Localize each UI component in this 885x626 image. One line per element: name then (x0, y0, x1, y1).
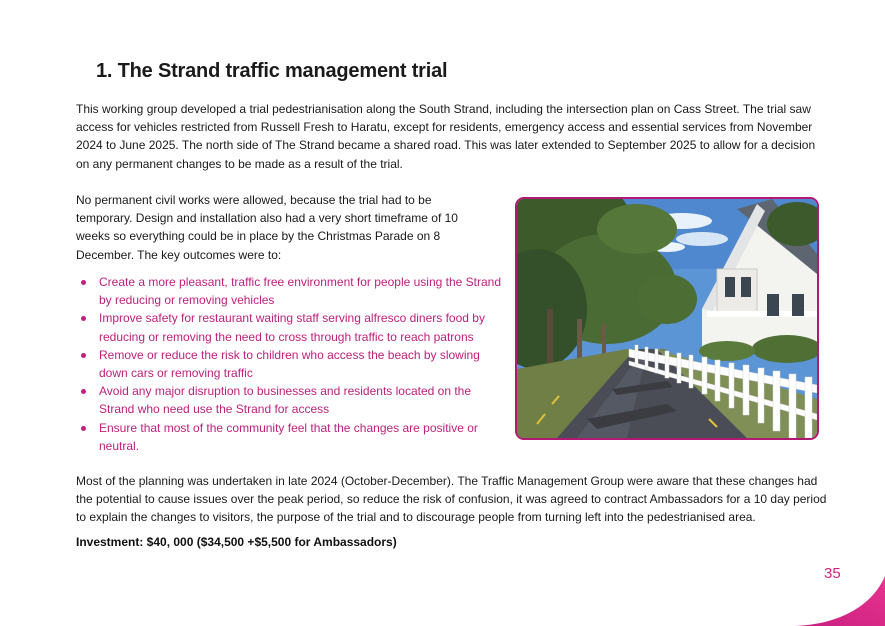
street-scene-illustration (517, 199, 817, 438)
outcome-item (76, 346, 506, 382)
constraints-paragraph: No permanent civil works were allowed, because the trial had to be temporary. Design and installation also had a very short timeframe of 10 weeks so everything could be in place by the Christmas Parade on 8 December. The key outcomes were to: (76, 193, 458, 262)
outcome-item (76, 382, 506, 418)
bullet-dot-icon (81, 316, 86, 321)
street-photo (515, 197, 819, 440)
section-heading: 1. The Strand traffic management trial (96, 60, 448, 82)
page-number: 35 (824, 565, 841, 582)
intro-paragraph: This working group developed a trial pedestrianisation along the South Strand, including the intersection plan on Cass Street. The trial saw access for vehicles restricted from Russell Fresh to Haratu, except for residents, emergency access and essential services from November 2024 to June 2025. The north side of The Strand became a shared road. This was later extended to September 2025 to allow for a decision on any permanent changes to be made as a result of the trial. (76, 102, 816, 171)
outcome-text: Remove or reduce the risk to children who access the beach by slowing down cars or removing traffic (99, 347, 480, 381)
bullet-dot-icon (81, 353, 86, 358)
planning-paragraph: Most of the planning was undertaken in late 2024 (October-December). The Traffic Management Group were aware that these changes had the potential to cause issues over the peak period, so reduce the risk of confusion, it was agreed to contract Ambassadors for a 10 day period to explain the changes to visitors, the purpose of the trial and to discourage people from turning left into the pedestrianised area. (76, 474, 827, 525)
outcome-item (76, 273, 506, 309)
outcome-text: Create a more pleasant, traffic free environment for people using the Strand by reducing or removing vehicles (99, 275, 502, 308)
bullet-dot-icon (81, 389, 86, 394)
outcome-text: Avoid any major disruption to businesses and residents located on the Strand who need use the Strand for access (99, 384, 472, 417)
outcome-item (76, 309, 506, 345)
outcome-text: Ensure that most of the community feel that the changes are positive or neutral. (99, 420, 478, 453)
bullet-dot-icon (81, 426, 86, 431)
outcome-text: Improve safety for restaurant waiting staff serving alfresco diners food by reducing or removing the need to cross through traffic to reach patrons (99, 311, 485, 344)
investment-summary: Investment: $40, 000 ($34,500 +$5,500 for Ambassadors) (76, 535, 397, 549)
bullet-dot-icon (81, 280, 86, 285)
key-outcomes-list (76, 273, 506, 455)
corner-decoration (790, 576, 885, 626)
outcome-item (76, 419, 506, 455)
